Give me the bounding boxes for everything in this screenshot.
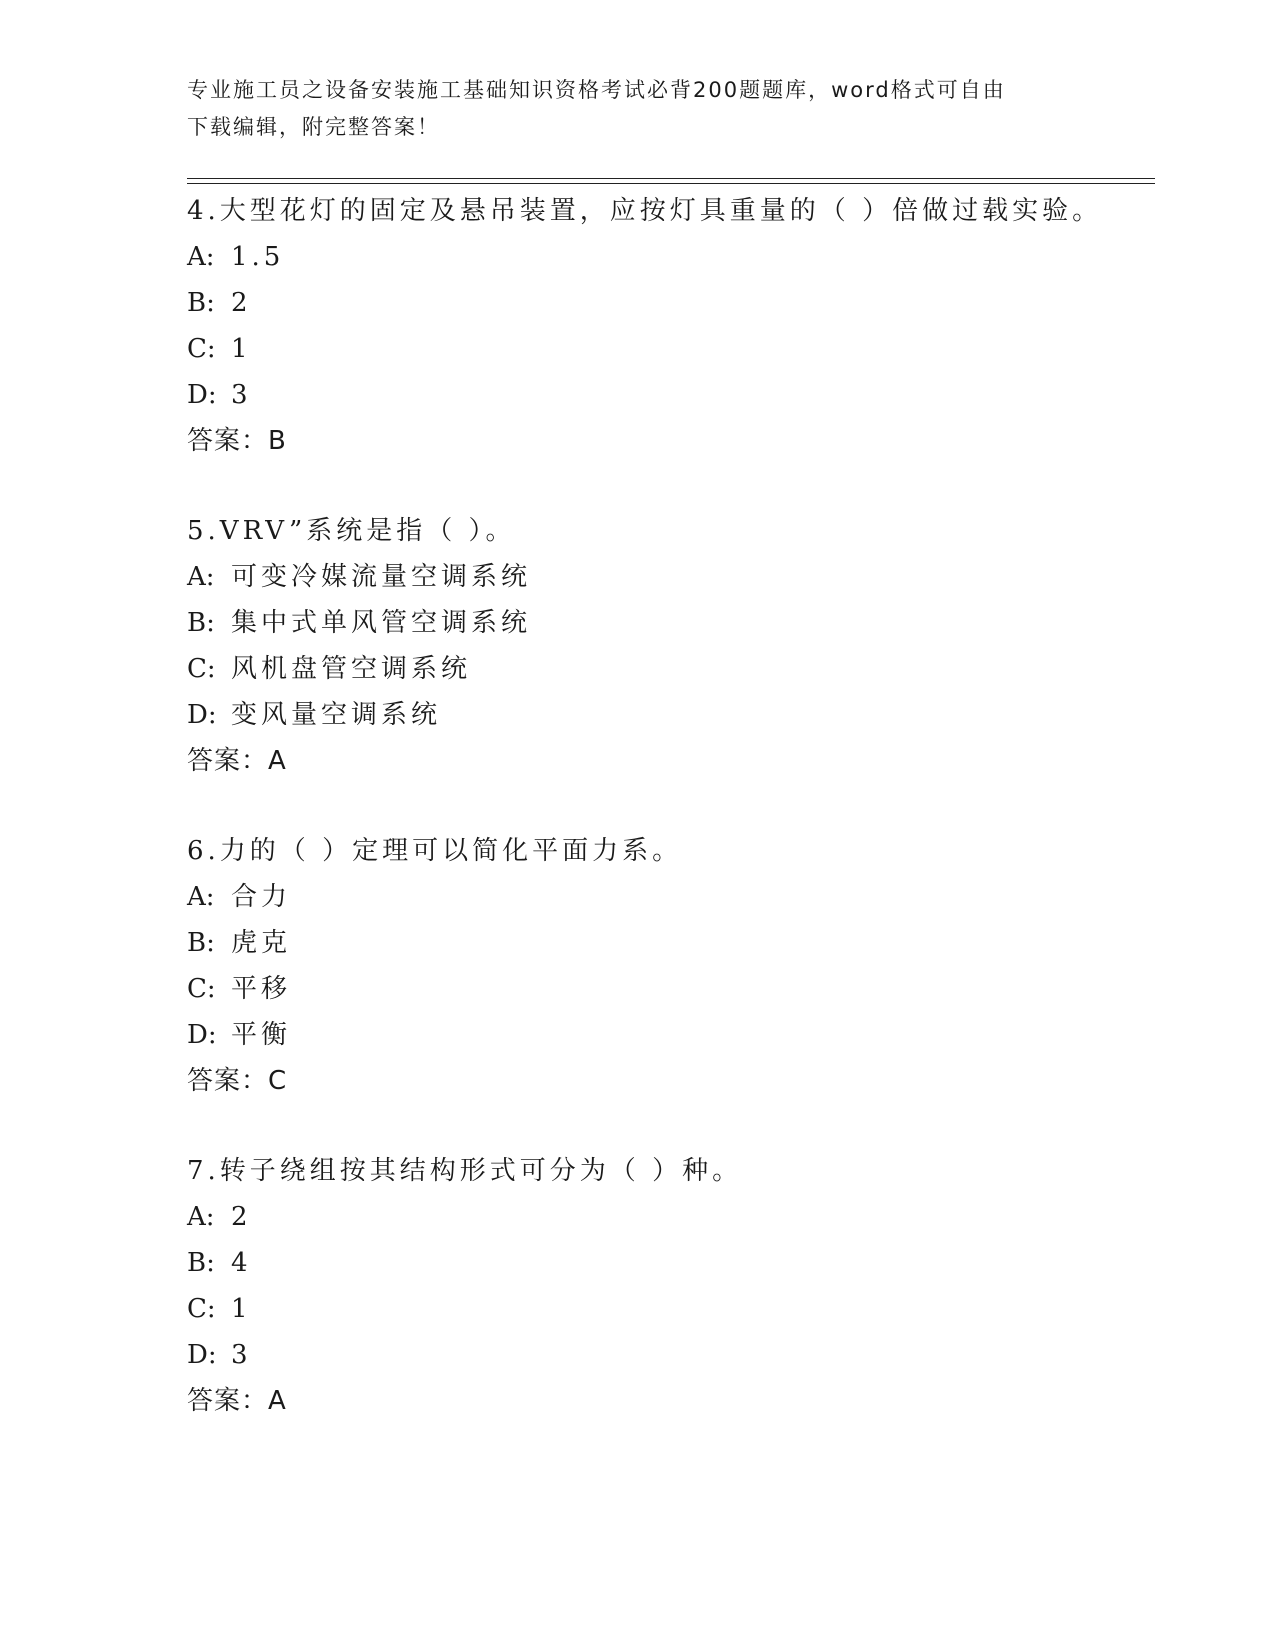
option-c: [187, 646, 1155, 692]
option-d: [187, 372, 1155, 418]
option-letter: B:: [187, 928, 215, 958]
option-text: 集中式单风管空调系统: [231, 608, 532, 638]
option-letter: C:: [187, 654, 216, 684]
option-c: [187, 1286, 1155, 1332]
option-text: 变风量空调系统: [231, 700, 442, 730]
option-text: 1.5: [231, 242, 285, 272]
option-letter: B:: [187, 608, 215, 638]
question-list: [187, 188, 1155, 1468]
option-d: [187, 1012, 1155, 1058]
question-5: [187, 508, 1155, 784]
option-text: 2: [231, 1202, 252, 1232]
option-letter: C:: [187, 974, 216, 1004]
question-stem: 7.转子绕组按其结构形式可分为（ ）种。: [187, 1156, 743, 1186]
question-4: [187, 188, 1155, 464]
header-divider-bottom: [187, 183, 1155, 184]
answer-line: 答案：A: [187, 1386, 287, 1416]
option-b: [187, 600, 1155, 646]
option-letter: B:: [187, 288, 215, 318]
option-letter: C:: [187, 334, 216, 364]
option-a: [187, 1194, 1155, 1240]
option-letter: D:: [187, 380, 217, 410]
header-line-1: 专业施工员之设备安装施工基础知识资格考试必背200题题库，word格式可自由: [187, 78, 1006, 102]
option-letter: D:: [187, 1340, 217, 1370]
answer-line: 答案：A: [187, 746, 287, 776]
option-letter: C:: [187, 1294, 216, 1324]
question-6: [187, 828, 1155, 1104]
option-text: 1: [231, 334, 252, 364]
question-7: [187, 1148, 1155, 1424]
question-stem: 4.大型花灯的固定及悬吊装置，应按灯具重量的（ ）倍做过载实验。: [187, 196, 1103, 226]
option-text: 可变冷媒流量空调系统: [231, 562, 532, 592]
option-text: 风机盘管空调系统: [231, 654, 472, 684]
option-letter: A:: [187, 562, 215, 592]
option-text: 3: [231, 380, 252, 410]
option-letter: A:: [187, 1202, 215, 1232]
option-text: 虎克: [231, 928, 292, 958]
option-text: 3: [231, 1340, 252, 1370]
option-c: [187, 326, 1155, 372]
document-header: [187, 72, 1067, 146]
option-b: [187, 280, 1155, 326]
option-letter: A:: [187, 242, 215, 272]
option-a: [187, 874, 1155, 920]
answer-line: 答案：B: [187, 426, 287, 456]
question-stem: 5.VRV”系统是指（ ）。: [187, 516, 516, 546]
question-stem: 6.力的（ ）定理可以简化平面力系。: [187, 836, 683, 866]
option-a: [187, 234, 1155, 280]
option-letter: D:: [187, 1020, 217, 1050]
option-d: [187, 692, 1155, 738]
option-b: [187, 1240, 1155, 1286]
option-d: [187, 1332, 1155, 1378]
answer-line: 答案：C: [187, 1066, 288, 1096]
option-letter: D:: [187, 700, 217, 730]
option-text: 4: [231, 1248, 252, 1278]
option-letter: B:: [187, 1248, 215, 1278]
option-text: 平衡: [231, 1020, 292, 1050]
option-c: [187, 966, 1155, 1012]
option-text: 合力: [231, 882, 292, 912]
option-letter: A:: [187, 882, 215, 912]
option-a: [187, 554, 1155, 600]
option-b: [187, 920, 1155, 966]
option-text: 1: [231, 1294, 252, 1324]
header-line-2: 下载编辑，附完整答案！: [187, 115, 440, 139]
option-text: 平移: [231, 974, 292, 1004]
header-divider-top: [187, 178, 1155, 179]
option-text: 2: [231, 288, 252, 318]
